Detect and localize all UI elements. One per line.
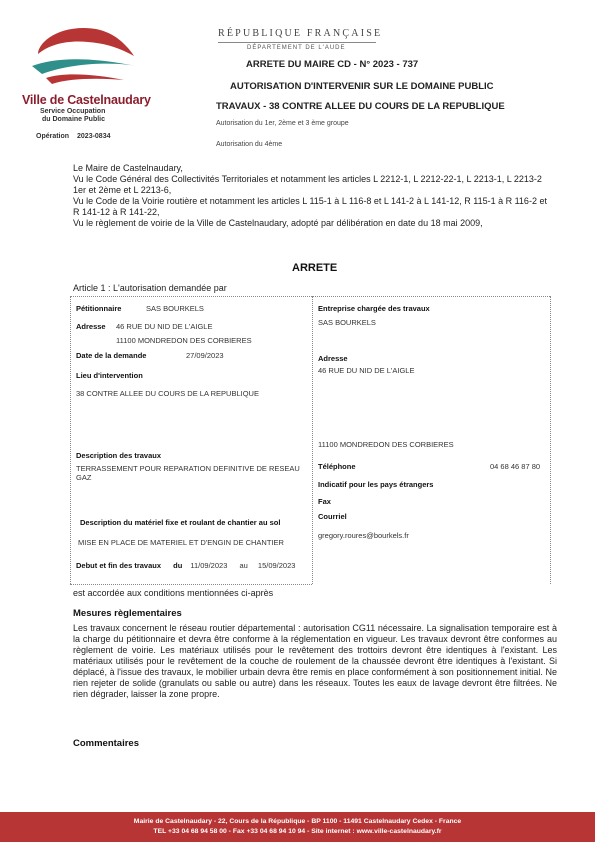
mesures-title: Mesures règlementaires <box>73 608 182 619</box>
republic-heading: RÉPUBLIQUE FRANÇAISE <box>218 28 383 39</box>
indicatif-label: Indicatif pour les pays étrangers <box>318 480 434 489</box>
form-divider <box>312 296 313 584</box>
entreprise-value: SAS BOURKELS <box>318 318 376 327</box>
telephone-value: 04 68 46 87 80 <box>490 462 541 471</box>
city-name: Ville de Castelnaudary <box>22 93 151 107</box>
materiel-value: MISE EN PLACE DE MATERIEL ET D'ENGIN DE CHANTIER <box>78 538 284 547</box>
dates-label: Debut et fin des travaux <box>76 561 162 570</box>
accorded-text: est accordée aux conditions mentionnées ci-après <box>73 588 274 598</box>
operation-value: 2023-0834 <box>77 133 111 140</box>
service-line-1: Service Occupation <box>40 108 106 115</box>
form-bottom-border <box>70 584 312 585</box>
telephone-label: Téléphone <box>318 462 356 471</box>
ent-adresse-label: Adresse <box>318 354 348 363</box>
department-heading: DÉPARTEMENT DE L'AUDE <box>247 45 346 51</box>
city-logo <box>24 22 144 92</box>
authorization-groups: Autorisation du 1er, 2ème et 3 ème groupe <box>216 120 349 127</box>
date-demande-label: Date de la demande <box>76 351 147 360</box>
dates-au: au <box>239 561 248 570</box>
form-left-border <box>70 296 71 584</box>
footer-address: Mairie de Castelnaudary - 22, Cours de la République - BP 1100 - 11491 Castelnaudary Cedex - France <box>133 818 462 825</box>
adresse-city: 11100 MONDREDON DES CORBIERES <box>116 336 252 345</box>
dates-row <box>76 561 295 570</box>
footer <box>0 812 595 842</box>
lieu-value: 38 CONTRE ALLEE DU COURS DE LA REPUBLIQUE <box>76 389 259 398</box>
lieu-label: Lieu d'intervention <box>76 371 143 380</box>
dates-end: 15/09/2023 <box>257 561 296 570</box>
footer-contact: TEL +33 04 68 94 58 00 - Fax +33 04 68 94 10 94 - Site internet : www.ville-castelnaudary.fr <box>153 828 442 835</box>
courriel-value: gregory.roures@bourkels.fr <box>318 531 409 540</box>
form-top-border <box>70 296 550 297</box>
works-title: TRAVAUX - 38 CONTRE ALLEE DU COURS DE LA REPUBLIQUE <box>216 101 505 112</box>
adresse-label: Adresse <box>76 322 106 331</box>
materiel-label: Description du matériel fixe et roulant de chantier au sol <box>80 518 281 527</box>
entreprise-label: Entreprise chargée des travaux <box>318 304 430 313</box>
mesures-text: Les travaux concernent le réseau routier départemental : autorisation CG11 nécessaire. La signalisation temporaire est à la charge du pétitionnaire et devra être conforme à la réglementation en vigueur. Les travaux devront être conformes au règlement de voirie. Les matériaux utilisés pour le revêtement des trottoirs devront être identiques à l'existant. Les matériaux utilisés pour le revêtement de la couche de roulement de la chaussée devront être identiques à l'existant. Si déplacé, à l'issue des travaux, le mobilier urbain devra être remis en place conformément à son positionnement initial. Ne rien rejeter de solide (granulats ou sable ou autre) dans les réseaux. Toutes les eaux de lavage devront être filtrées. Ne rien dégrader, laisser la zone propre. <box>73 623 557 699</box>
arrete-number: ARRETE DU MAIRE CD - N° 2023 - 737 <box>246 59 419 70</box>
dates-du: du <box>173 561 183 570</box>
petitionnaire-label: Pétitionnaire <box>76 304 122 313</box>
operation-number <box>36 133 111 140</box>
ent-city: 11100 MONDREDON DES CORBIERES <box>318 440 454 449</box>
fax-label: Fax <box>318 497 331 506</box>
republic-rule <box>218 42 376 43</box>
commentaires-title: Commentaires <box>73 738 139 749</box>
description-value: TERRASSEMENT POUR REPARATION DEFINITIVE DE RESEAU GAZ <box>76 464 300 482</box>
adresse-value: 46 RUE DU NID DE L'AIGLE <box>116 322 213 331</box>
arrete-heading: ARRETE <box>292 262 338 274</box>
legal-basis-cgct: Vu le Code Général des Collectivités Territoriales et notamment les articles L 2212-1, L 2212-22-1, L 2213-1, L 2213-2 1er et 2ème et L 2213-6, <box>73 174 542 195</box>
form-right-border <box>550 296 551 584</box>
logo-emblem-icon <box>24 22 144 92</box>
date-demande-value: 27/09/2023 <box>186 351 224 360</box>
authorization-subtitle: AUTORISATION D'INTERVENIR SUR LE DOMAINE PUBLIC <box>230 81 494 92</box>
dates-start: 11/09/2023 <box>190 561 228 570</box>
legal-basis-reglement: Vu le règlement de voirie de la Ville de Castelnaudary, adopté par délibération en date du 18 mai 2009, <box>73 218 483 228</box>
description-label: Description des travaux <box>76 451 162 460</box>
courriel-label: Courriel <box>318 512 347 521</box>
authorization-fourth: Autorisation du 4ème <box>216 141 283 148</box>
service-line-2: du Domaine Public <box>42 116 106 123</box>
operation-label: Opération <box>36 133 70 140</box>
preamble <box>73 163 551 229</box>
legal-basis-voirie: Vu le Code de la Voirie routière et notamment les articles L 115-1 à L 116-8 et L 141-2 à L 141-12, R 115-1 à R 116-2 et R 141-12 à R 141-22, <box>73 196 547 217</box>
article-1: Article 1 : L'autorisation demandée par <box>73 283 227 293</box>
petitionnaire-value: SAS BOURKELS <box>146 304 204 313</box>
ent-adresse-value: 46 RUE DU NID DE L'AIGLE <box>318 366 415 375</box>
mayor-line: Le Maire de Castelnaudary, <box>73 163 183 173</box>
